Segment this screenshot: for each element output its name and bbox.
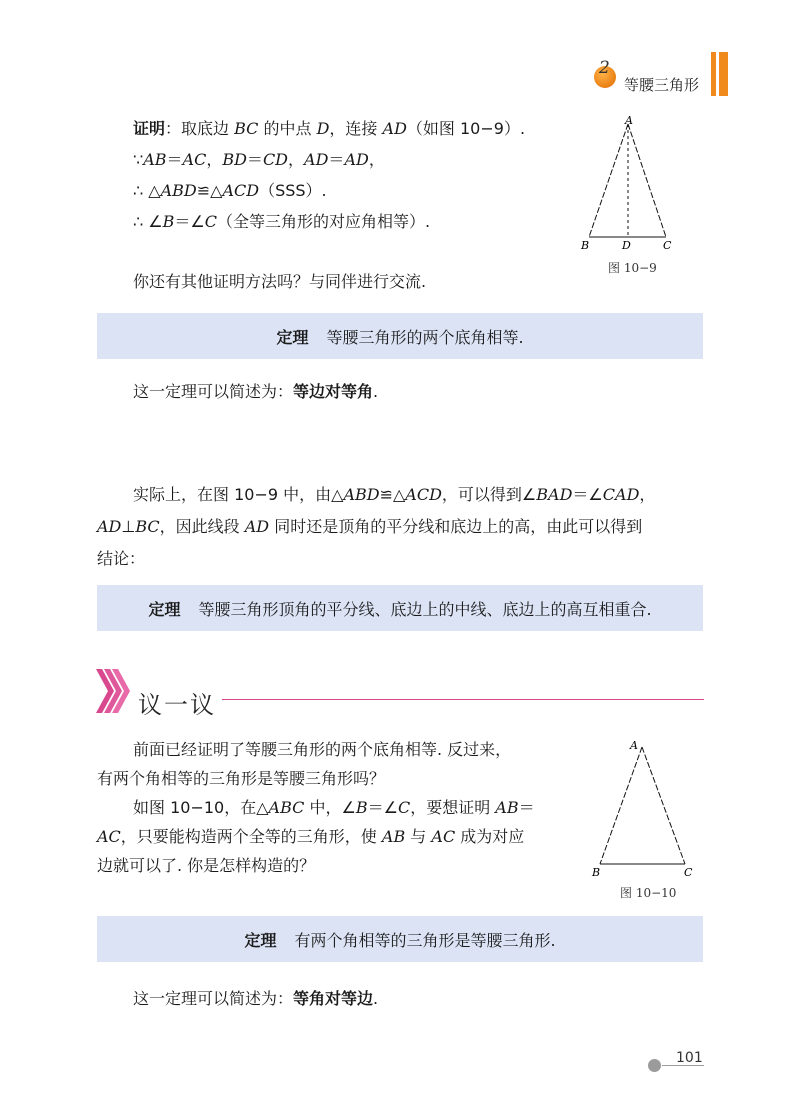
theorem-label: 定理 — [148, 599, 181, 619]
fig1-label-c: C — [663, 239, 672, 252]
theorem-box-3 — [97, 916, 703, 962]
figure-10-10 — [588, 735, 700, 905]
discuss-line-2: 有两个角相等的三角形是等腰三角形吗？ — [97, 769, 386, 788]
fig1-label-a: A — [625, 114, 633, 127]
page-dot-icon — [648, 1059, 661, 1072]
header-bar-thick — [719, 52, 728, 96]
fig1-label-b: B — [581, 239, 590, 252]
theorem-label: 定理 — [244, 930, 277, 950]
fig2-label-b: B — [592, 866, 601, 879]
fig2-label-a: A — [630, 739, 638, 752]
theorem-label: 定理 — [276, 327, 309, 347]
fig2-label-c: C — [684, 866, 693, 879]
page-number: 101 — [676, 1050, 703, 1066]
figure-10-9 — [575, 112, 685, 282]
fig1-caption: 图 10−9 — [608, 261, 657, 275]
fig1-label-d: D — [622, 239, 631, 252]
section-title: 议一议 — [138, 691, 216, 719]
proof-line-3: ∴ △ABD≌△ACD（SSS）. — [133, 181, 327, 200]
discuss-line-4: AC，只要能构造两个全等的三角形，使 AB 与 AC 成为对应 — [97, 827, 525, 846]
proof-line-1: 证明：取底边 BC 的中点 D，连接 AD（如图 10−9）. — [133, 119, 526, 138]
proof-line-4: ∴ ∠B＝∠C（全等三角形的对应角相等）. — [133, 212, 431, 231]
proof-line-2: ∵AB＝AC，BD＝CD，AD＝AD， — [133, 150, 385, 169]
section-rule — [222, 699, 704, 700]
chapter-title: 等腰三角形 — [624, 76, 700, 94]
chapter-number: 2 — [599, 58, 610, 78]
chevrons-icon — [96, 669, 136, 713]
theorem-text: 等腰三角形顶角的平分线、底边上的中线、底边上的高互相重合. — [198, 599, 652, 619]
proof-label: 证明 — [133, 119, 166, 138]
discuss-paragraph — [97, 735, 567, 880]
paragraph-2 — [97, 479, 707, 575]
fig2-caption: 图 10−10 — [620, 886, 677, 900]
theorem-text: 等腰三角形的两个底角相等. — [326, 327, 524, 347]
discuss-line-3: 如图 10−10，在△ABC 中，∠B＝∠C，要想证明 AB＝ — [133, 798, 535, 817]
proof-block — [133, 113, 525, 237]
theorem-box-1 — [97, 313, 703, 359]
discuss-line-5: 边就可以了. 你是怎样构造的？ — [97, 856, 316, 875]
summary-2: 这一定理可以简述为：等角对等边. — [133, 989, 379, 1008]
summary-1: 这一定理可以简述为：等边对等角. — [133, 382, 379, 401]
para2-line-2: AD⊥BC，因此线段 AD 同时还是顶角的平分线和底边上的高，由此可以得到 — [97, 517, 643, 536]
discuss-line-1: 前面已经证明了等腰三角形的两个底角相等. 反过来， — [133, 740, 512, 759]
theorem-text: 有两个角相等的三角形是等腰三角形. — [294, 930, 556, 950]
para2-line-1: 实际上，在图 10−9 中，由△ABD≌△ACD，可以得到∠BAD＝∠CAD， — [133, 485, 656, 504]
header-bar-thin — [711, 52, 716, 96]
theorem-box-2 — [97, 585, 703, 631]
proof-question: 你还有其他证明方法吗？与同伴进行交流. — [133, 272, 427, 291]
para2-line-3: 结论： — [97, 549, 146, 568]
